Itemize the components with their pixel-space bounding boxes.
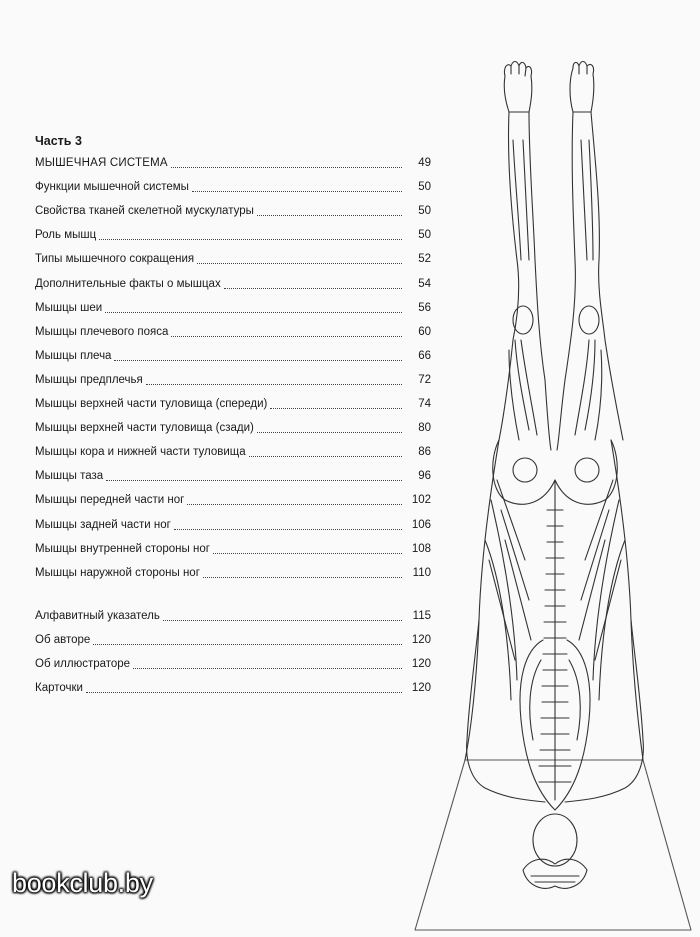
dot-leader [213,541,402,554]
toc-page-number: 120 [411,682,431,695]
dot-leader [270,396,402,409]
right-leg [557,112,575,450]
toc-entry-title: Мышцы предплечья [35,373,143,386]
dot-leader [257,420,402,433]
anatomical-figure-illustration [405,40,700,937]
toc-entry [35,323,431,339]
toc-entry [35,540,431,556]
toc-entry [35,679,431,695]
dot-leader [171,155,402,168]
toc-entry-title: МЫШЕЧНАЯ СИСТЕМА [35,157,168,169]
toc-entry-title: Мышцы верхней части туловища (спереди) [35,398,268,410]
dot-leader [86,680,402,693]
toc-page-number: 50 [418,205,431,218]
toc-page-number: 50 [418,181,431,194]
dot-leader [203,565,402,578]
toc-entry-title: Мышцы наружной стороны ног [35,566,200,579]
toc-entry-title: Роль мышц [35,229,97,242]
hands [523,859,587,888]
toc-entry-title: Карточки [35,682,83,695]
toc-entry [35,491,431,507]
toc-entry-title: Мышцы плечевого пояса [35,325,169,338]
toc-page-number: 54 [418,277,431,290]
head [533,814,577,866]
toc-entry-title: Алфавитный указатель [35,610,160,622]
toc-entry-title: Свойства тканей скелетной мускулатуры [35,205,254,218]
toc-entry-title: Мышцы кора и нижней части туловища [35,446,246,459]
toc-entry [35,250,431,266]
toc-entry [35,226,431,242]
toc-page-number: 106 [411,518,431,531]
toc-page-number: 120 [411,658,431,671]
toc-entry [35,607,431,623]
toc-page-number: 74 [418,398,431,410]
toc-entry-title: Мышцы верхней части туловища (сзади) [35,422,254,435]
toc-page-number: 72 [418,373,431,386]
dot-leader [257,203,402,216]
toc-entry [35,275,431,291]
toc-entry [35,443,431,459]
toc-page-number: 115 [412,610,431,622]
toc-entry [35,202,431,218]
right-knee [579,306,599,334]
dot-leader [224,276,402,289]
dot-leader [187,492,402,505]
toc-entry-title: Функции мышечной системы [35,181,189,194]
toc-entry-title: Типы мышечного сокращения [35,253,195,266]
dot-leader [105,300,402,313]
toc-entry [35,299,431,315]
toc-page-number: 52 [418,253,431,266]
toc-page-number: 102 [411,494,431,507]
toc-page-number: 120 [411,634,431,647]
dot-leader [171,324,402,337]
toc-page-number: 66 [418,349,431,362]
toc-entry-title: Мышцы внутренней стороны ног [35,542,210,555]
toc-entry [35,395,431,411]
torso [465,440,643,760]
dot-leader [133,656,402,669]
toc-entry-title: Мышцы задней части ног [35,518,171,531]
dot-leader [163,608,402,621]
toc-page-number: 110 [412,566,431,579]
dot-leader [106,468,402,481]
toc-entry [35,154,431,170]
toc-entry [35,516,431,532]
toc-entry [35,178,431,194]
toc-page-number: 49 [418,157,431,169]
right-foot [570,62,594,113]
dot-leader [249,444,402,457]
part-title: Часть 3 [35,134,82,148]
left-leg [499,112,519,440]
toc-entry [35,347,431,363]
toc-page-number: 108 [411,542,431,555]
toc-entry [35,655,431,671]
left-foot [504,62,532,113]
dot-leader [192,179,402,192]
toc-entry-title: Дополнительные факты о мышцах [35,277,221,290]
dot-leader [197,251,402,264]
toc-page-number: 96 [418,470,431,483]
toc-page-number: 56 [418,301,431,314]
toc-entry-title: Мышцы таза [35,470,104,483]
dot-leader [146,372,402,385]
toc-entry [35,631,431,647]
dot-leader [174,517,402,530]
toc-entry-title: Мышцы плеча [35,349,112,362]
toc-entry-title: Об иллюстраторе [35,658,131,671]
toc-entry-title: Об авторе [35,634,91,647]
toc-page-number: 60 [418,325,431,338]
toc-entry [35,467,431,483]
toc-entry [35,419,431,435]
toc-entry-title: Мышцы шеи [35,301,103,314]
yoga-mat [415,760,691,930]
toc-page-number: 80 [418,422,431,435]
spine [539,480,571,800]
watermark: bookclub.by [12,868,153,898]
dot-leader [114,348,402,361]
toc-page-number: 86 [418,446,431,459]
dot-leader [99,227,402,240]
toc-entry [35,564,431,580]
dot-leader [93,632,402,645]
toc-entry [35,371,431,387]
toc-entry-title: Мышцы передней части ног [35,494,185,507]
toc-page-number: 50 [418,229,431,242]
